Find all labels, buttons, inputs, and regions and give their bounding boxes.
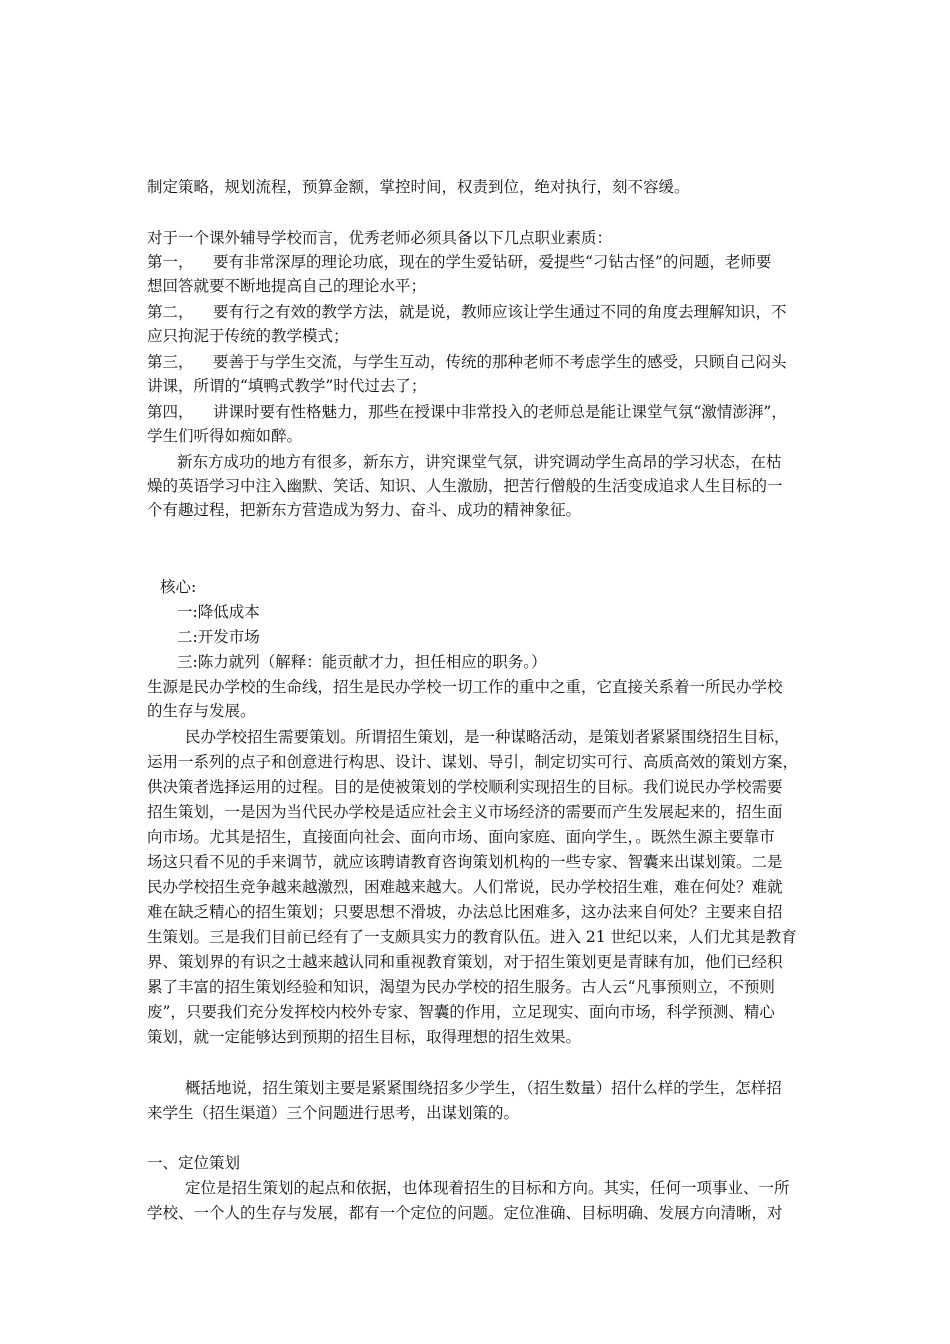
paragraph-line: 策划，就一定能够达到预期的招生目标，取得理想的招生效果。 — [147, 1028, 582, 1046]
list-item — [147, 350, 787, 374]
paragraph-line: 累了丰富的招生策划经验和知识，渴望为民办学校的招生服务。古人云“凡事预则立，不预则 — [147, 978, 775, 996]
paragraph-line: 民办学校招生需要策划。所谓招生策划，是一种谋略活动，是策划者紧紧围绕招生目标， — [185, 728, 790, 746]
paragraph-line: 场这只看不见的手来调节，就应该聘请教育咨询策划机构的一些专家、智囊来出谋划策。二是 — [147, 853, 783, 871]
list-item — [147, 400, 787, 424]
paragraph-strategy: 制定策略，规划流程，预算金额，掌控时间，权责到位，绝对执行，刻不容缓。 — [147, 178, 690, 196]
paragraph-line: 的生存与发展。 — [147, 702, 256, 720]
paragraph-line: 向市场。尤其是招生，直接面向社会、面向市场、面向家庭、面向学生，。既然生源主要靠市 — [147, 828, 775, 846]
list-item-label: 第一， — [147, 253, 194, 271]
list-item — [147, 250, 771, 274]
paragraph-line: 燥的英语学习中注入幽默、笑话、知识、人生激励，把苦行僧般的生活变成追求人生目标的一 — [147, 477, 783, 495]
list-item — [147, 300, 787, 324]
paragraph-line: 来学生（招生渠道）三个问题进行思考，出谋划策的。 — [147, 1104, 520, 1122]
list-item-label: 第三， — [147, 353, 194, 371]
list-item-continuation: 想回答就要不断地提高自己的理论水平； — [147, 277, 427, 295]
core-item: 三:陈力就列（解释：能贡献才力，担任相应的职务。） — [177, 653, 547, 671]
paragraph-line: 新东方成功的地方有很多，新东方，讲究课堂气氛，讲究调动学生高昂的学习状态，在枯 — [177, 453, 782, 471]
paragraph-line: 废”，只要我们充分发挥校内校外专家、智囊的作用，立足现实、面向市场，科学预测、精心 — [147, 1003, 775, 1021]
paragraph-line: 定位是招生策划的起点和依据，也体现着招生的目标和方向。其实，任何一项事业、一所 — [185, 1179, 790, 1197]
list-item-continuation: 应只拘泥于传统的教学模式； — [147, 327, 349, 345]
list-item-text: 讲课时要有性格魅力，那些在授课中非常投入的老师总是能让课堂气氛“激情澎湃”， — [213, 403, 787, 421]
paragraph-line: 生源是民办学校的生命线，招生是民办学校一切工作的重中之重，它直接关系着一所民办学校 — [147, 678, 783, 696]
paragraph-line: 供决策者选择运用的过程。目的是使被策划的学校顺利实现招生的目标。我们说民办学校需要 — [147, 778, 783, 796]
list-item-label: 第四， — [147, 403, 194, 421]
list-item-text: 要有非常深厚的理论功底，现在的学生爱钻研，爱提些“刁钻古怪”的问题，老师要 — [213, 253, 772, 271]
paragraph-line: 概括地说，招生策划主要是紧紧围绕招多少学生，（招生数量）招什么样的学生，怎样招 — [185, 1079, 782, 1097]
list-item-label: 第二， — [147, 303, 194, 321]
paragraph-line: 生策划。三是我们目前已经有了一支颇具实力的教育队伍。进入 21 世纪以来，人们尤其是教育 — [147, 928, 797, 946]
core-item: 二:开发市场 — [177, 628, 260, 646]
paragraph-line: 难在缺乏精心的招生策划；只要思想不滑坡，办法总比困难多，这办法来自何处？主要来自招 — [147, 903, 783, 921]
list-item-continuation: 学生们听得如痴如醉。 — [147, 427, 303, 445]
paragraph-line: 运用一系列的点子和创意进行构思、设计、谋划、导引，制定切实可行、高质高效的策划方案， — [147, 753, 799, 771]
paragraph-line: 界、策划界的有识之士越来越认同和重视教育策划，对于招生策划更是青睐有加，他们已经积 — [147, 953, 783, 971]
paragraph-line: 学校、一个人的生存与发展，都有一个定位的问题。定位准确、目标明确、发展方向清晰，对 — [147, 1204, 783, 1222]
list-item-text: 要善于与学生交流，与学生互动，传统的那种老师不考虑学生的感受，只顾自己闷头 — [213, 353, 787, 371]
list-item-text: 要有行之有效的教学方法，就是说，教师应该让学生通过不同的角度去理解知识，不 — [213, 303, 787, 321]
list-item-continuation: 讲课，所谓的“填鸭式教学”时代过去了； — [147, 377, 427, 395]
paragraph-line: 个有趣过程，把新东方营造成为努力、奋斗、成功的精神象征。 — [147, 501, 582, 519]
paragraph-line: 招生策划，一是因为当代民办学校是适应社会主义市场经济的需要而产生发展起来的，招生面 — [147, 803, 783, 821]
core-heading: 核心: — [160, 578, 197, 596]
section-heading: 一、定位策划 — [147, 1154, 241, 1172]
paragraph-line: 民办学校招生竞争越来越激烈，困难越来越大。人们常说，民办学校招生难，难在何处？难就 — [147, 878, 783, 896]
core-item: 一:降低成本 — [177, 603, 260, 621]
paragraph-intro: 对于一个课外辅导学校而言，优秀老师必须具备以下几点职业素质： — [147, 229, 613, 247]
